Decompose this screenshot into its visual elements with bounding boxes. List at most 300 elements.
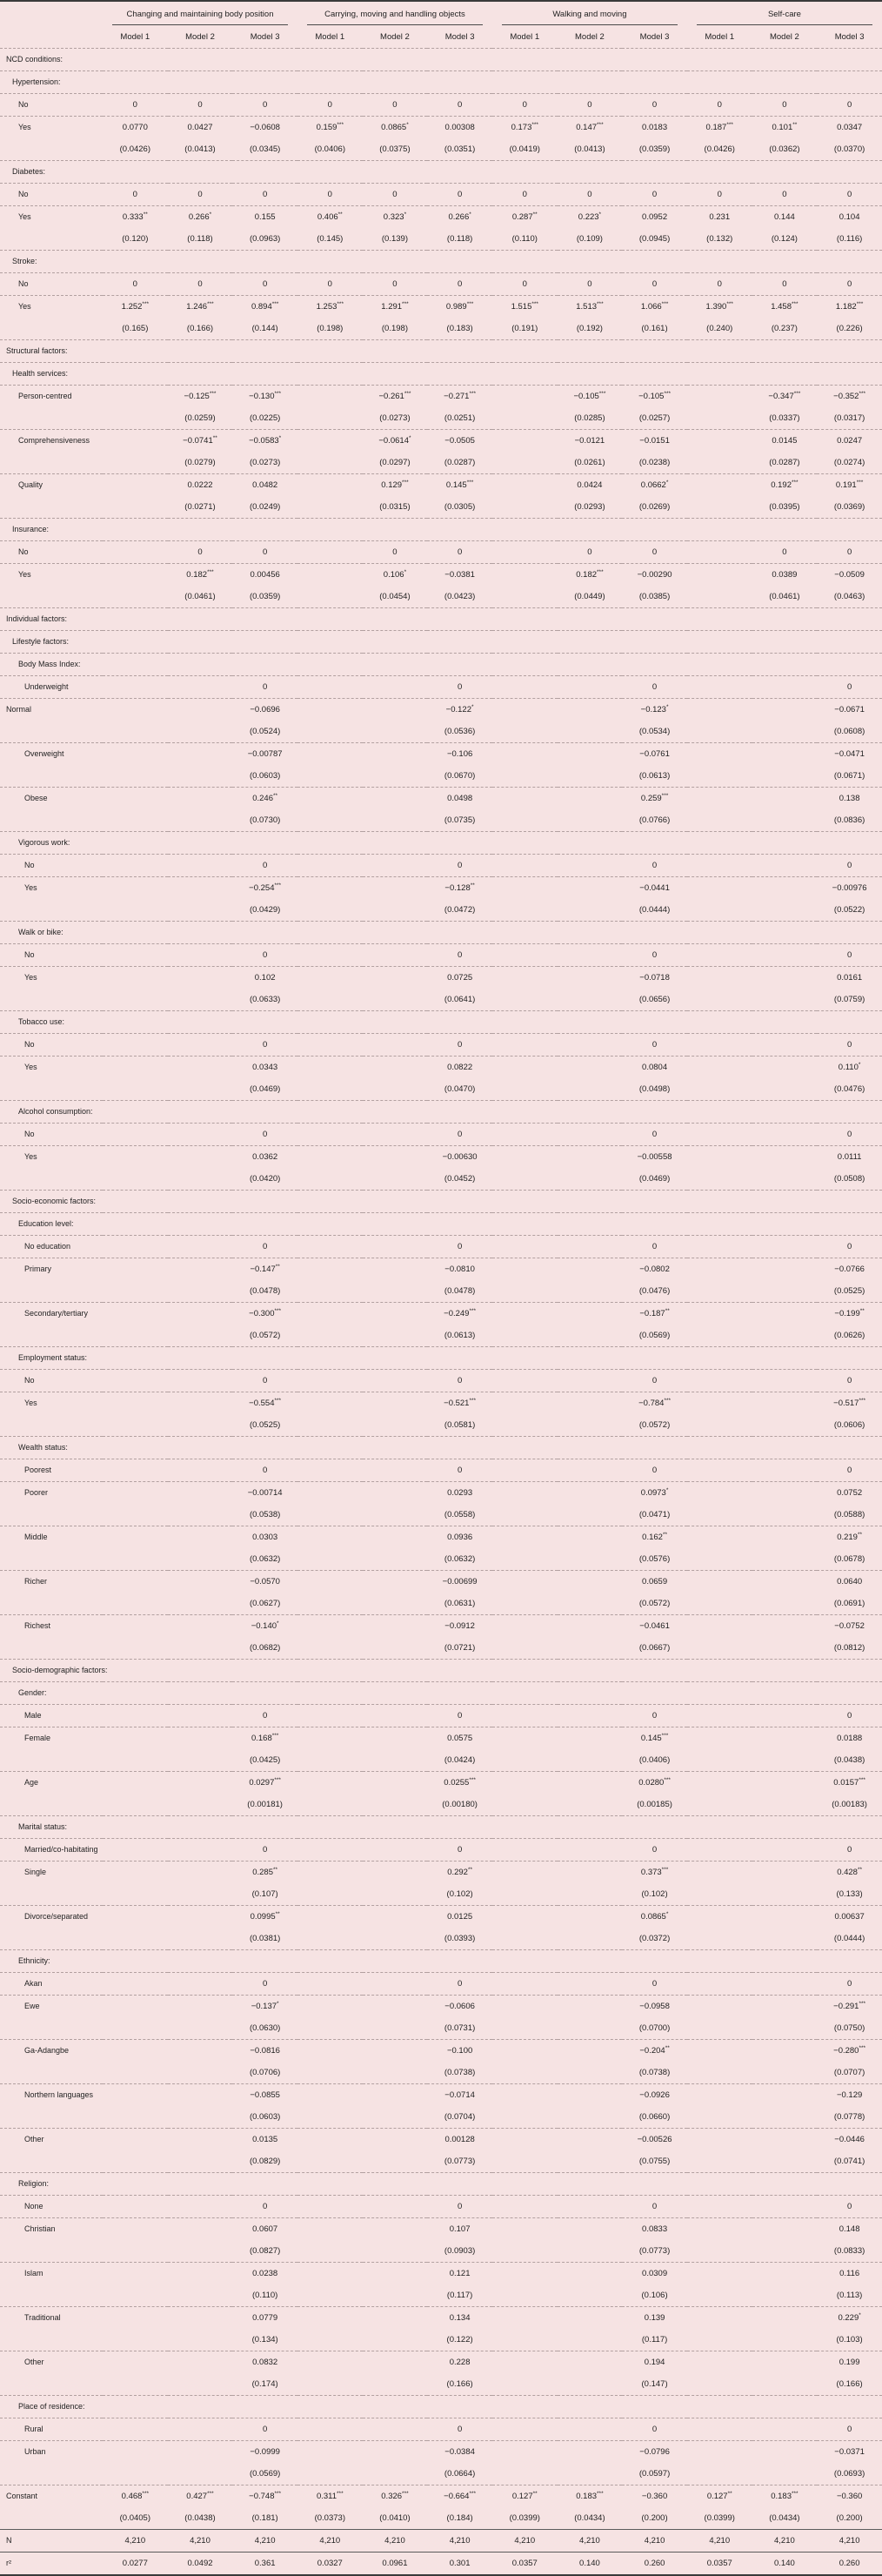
model-header: Model 1 bbox=[510, 31, 540, 42]
value-cell: (0.0305) bbox=[444, 501, 476, 512]
value-cell bbox=[103, 989, 168, 1011]
value-cell bbox=[492, 2039, 558, 2062]
value-cell: (0.0704) bbox=[444, 2111, 476, 2122]
value-cell bbox=[297, 966, 363, 989]
value-cell bbox=[297, 1815, 363, 1838]
value-cell bbox=[103, 2262, 168, 2284]
value-cell bbox=[492, 1369, 558, 1392]
value-cell bbox=[297, 1526, 363, 1548]
value-cell bbox=[492, 429, 558, 452]
value-cell: 0.107 bbox=[427, 2217, 492, 2240]
value-cell bbox=[558, 1838, 623, 1861]
row-label: No bbox=[0, 854, 103, 876]
value-cell bbox=[687, 540, 752, 563]
value-cell bbox=[492, 1414, 558, 1437]
value-cell bbox=[103, 2039, 168, 2062]
value-cell bbox=[297, 1280, 363, 1303]
row-label: Age bbox=[0, 1771, 103, 1794]
value-cell: (0.0700) bbox=[638, 2023, 671, 2033]
significance-stars: * bbox=[665, 479, 669, 486]
value-cell bbox=[558, 1526, 623, 1548]
value-cell bbox=[103, 1010, 168, 1033]
value-cell: (0.0741) bbox=[833, 2156, 865, 2166]
value-cell: (0.0682) bbox=[249, 1642, 281, 1653]
value-cell bbox=[103, 831, 168, 854]
value-cell bbox=[427, 1100, 492, 1123]
row-label bbox=[0, 1168, 103, 1191]
value-cell bbox=[558, 943, 623, 966]
row-label: Akan bbox=[0, 1972, 103, 1995]
value-cell bbox=[363, 1883, 428, 1906]
value-cell bbox=[817, 607, 882, 630]
value-cell bbox=[687, 586, 752, 608]
value-cell bbox=[687, 1949, 752, 1972]
value-cell bbox=[297, 1392, 363, 1414]
row-label bbox=[0, 1749, 103, 1772]
value-cell bbox=[687, 1168, 752, 1191]
value-cell bbox=[752, 675, 818, 698]
value-cell: (0.0812) bbox=[833, 1642, 865, 1653]
value-cell bbox=[363, 1100, 428, 1123]
value-cell: 0 bbox=[427, 854, 492, 876]
row-label: Marital status: bbox=[0, 1815, 103, 1838]
value-cell bbox=[103, 1369, 168, 1392]
significance-stars: *** bbox=[793, 390, 801, 397]
value-cell: (0.0426) bbox=[704, 144, 735, 154]
se-row bbox=[0, 809, 882, 832]
value-cell bbox=[363, 1123, 428, 1145]
value-cell bbox=[558, 1392, 623, 1414]
value-cell bbox=[297, 1593, 363, 1615]
value-cell bbox=[232, 1681, 297, 1704]
value-cell bbox=[492, 2150, 558, 2173]
value-cell bbox=[492, 630, 558, 653]
significance-stars: *** bbox=[207, 2490, 214, 2497]
value-cell: (0.0399) bbox=[704, 2512, 735, 2523]
significance-stars: * bbox=[858, 1061, 861, 1068]
value-cell bbox=[492, 1794, 558, 1816]
value-cell bbox=[752, 698, 818, 721]
table-row bbox=[0, 1258, 882, 1280]
section-row bbox=[0, 1681, 882, 1704]
value-cell: 0 bbox=[363, 540, 428, 563]
table-row bbox=[0, 2083, 882, 2106]
row-label bbox=[0, 138, 103, 161]
value-cell: (0.0297) bbox=[379, 457, 411, 467]
value-cell bbox=[103, 1548, 168, 1571]
value-cell bbox=[168, 48, 233, 70]
value-cell: 0.0936 bbox=[427, 1526, 492, 1548]
value-cell: 0 bbox=[168, 540, 233, 563]
value-cell bbox=[687, 607, 752, 630]
value-cell bbox=[168, 2351, 233, 2373]
value-cell bbox=[558, 2262, 623, 2284]
value-cell: −0.128** bbox=[427, 876, 492, 899]
significance-stars: *** bbox=[271, 300, 279, 307]
value-cell: (0.0273) bbox=[379, 413, 411, 423]
value-cell: 0 bbox=[427, 1235, 492, 1258]
value-cell bbox=[492, 921, 558, 943]
value-cell bbox=[492, 1815, 558, 1838]
column-group-changing bbox=[103, 1, 297, 25]
value-cell bbox=[363, 989, 428, 1011]
value-cell bbox=[103, 1861, 168, 1883]
value-cell bbox=[558, 1928, 623, 1950]
table-row bbox=[0, 675, 882, 698]
table-row bbox=[0, 1771, 882, 1794]
value-cell: 0.0357 bbox=[687, 2552, 752, 2575]
value-cell bbox=[103, 1704, 168, 1727]
value-cell: (0.0472) bbox=[444, 904, 476, 915]
value-cell: (0.240) bbox=[706, 323, 733, 333]
value-cell: 4,210 bbox=[492, 2529, 558, 2552]
value-cell: 0.333** bbox=[103, 205, 168, 228]
value-cell: 0 bbox=[817, 540, 882, 563]
value-cell bbox=[687, 1681, 752, 1704]
value-cell: 0.260 bbox=[817, 2552, 882, 2575]
value-cell: (0.0603) bbox=[249, 2111, 281, 2122]
value-cell: −0.199** bbox=[817, 1302, 882, 1325]
significance-stars: *** bbox=[661, 792, 669, 799]
value-cell: 0.0640 bbox=[817, 1570, 882, 1593]
value-cell: 0 bbox=[752, 183, 818, 205]
value-cell bbox=[363, 518, 428, 540]
value-cell bbox=[492, 250, 558, 272]
value-cell: 4,210 bbox=[232, 2529, 297, 2552]
value-cell bbox=[363, 48, 428, 70]
value-cell bbox=[103, 1681, 168, 1704]
significance-stars: ** bbox=[337, 211, 343, 218]
value-cell: −0.664*** bbox=[427, 2485, 492, 2507]
value-cell bbox=[492, 1235, 558, 1258]
row-label bbox=[0, 2463, 103, 2485]
value-cell bbox=[817, 1815, 882, 1838]
value-cell bbox=[558, 1078, 623, 1101]
value-cell bbox=[752, 1078, 818, 1101]
row-label bbox=[0, 1593, 103, 1615]
value-cell bbox=[232, 2395, 297, 2418]
value-cell bbox=[297, 407, 363, 430]
value-cell bbox=[558, 1145, 623, 1168]
value-cell bbox=[168, 1727, 233, 1749]
significance-stars: *** bbox=[271, 1732, 279, 1739]
value-cell: 0.229* bbox=[817, 2306, 882, 2329]
value-cell bbox=[558, 2172, 623, 2195]
value-cell: 0.287** bbox=[492, 205, 558, 228]
value-cell bbox=[687, 1123, 752, 1145]
value-cell: 0.259*** bbox=[622, 787, 687, 809]
value-cell: 0.121 bbox=[427, 2262, 492, 2284]
row-label: No bbox=[0, 93, 103, 116]
value-cell bbox=[752, 2039, 818, 2062]
value-cell bbox=[168, 2395, 233, 2418]
se-row bbox=[0, 1883, 882, 1906]
value-cell: 0 bbox=[427, 1704, 492, 1727]
value-cell: 0.0832 bbox=[232, 2351, 297, 2373]
value-cell: 0 bbox=[622, 1704, 687, 1727]
value-cell bbox=[558, 1302, 623, 1325]
value-cell bbox=[558, 1637, 623, 1660]
value-cell: 0 bbox=[622, 854, 687, 876]
value-cell bbox=[363, 765, 428, 788]
value-cell: 0.260 bbox=[622, 2552, 687, 2575]
significance-stars: *** bbox=[661, 300, 669, 307]
value-cell: (0.0576) bbox=[638, 1553, 671, 1564]
value-cell bbox=[558, 1949, 623, 1972]
value-cell bbox=[622, 1659, 687, 1681]
value-cell: (0.0369) bbox=[833, 501, 865, 512]
significance-stars: ** bbox=[662, 1531, 667, 1538]
significance-stars: *** bbox=[274, 2490, 282, 2497]
significance-stars: ** bbox=[665, 1307, 670, 1314]
value-cell: 0 bbox=[232, 1972, 297, 1995]
value-cell: 0 bbox=[232, 2418, 297, 2440]
value-cell bbox=[103, 653, 168, 675]
value-cell bbox=[103, 876, 168, 899]
value-cell bbox=[168, 1078, 233, 1101]
value-cell bbox=[427, 1815, 492, 1838]
value-cell bbox=[687, 563, 752, 586]
value-cell: 0.231 bbox=[687, 205, 752, 228]
value-cell bbox=[427, 653, 492, 675]
value-cell bbox=[558, 787, 623, 809]
value-cell bbox=[297, 1302, 363, 1325]
value-cell bbox=[622, 70, 687, 93]
value-cell: 1.513*** bbox=[558, 295, 623, 318]
value-cell bbox=[232, 1190, 297, 1212]
value-cell bbox=[687, 675, 752, 698]
value-cell: 4,210 bbox=[427, 2529, 492, 2552]
value-cell bbox=[687, 1614, 752, 1637]
row-label bbox=[0, 2150, 103, 2173]
significance-stars: *** bbox=[664, 390, 672, 397]
value-cell bbox=[622, 630, 687, 653]
value-cell: −0.140* bbox=[232, 1614, 297, 1637]
row-label: r² bbox=[0, 2552, 103, 2575]
value-cell: 0 bbox=[817, 1972, 882, 1995]
value-cell: (0.0524) bbox=[249, 726, 281, 736]
value-cell bbox=[492, 1883, 558, 1906]
row-label: Insurance: bbox=[0, 518, 103, 540]
row-label: Health services: bbox=[0, 362, 103, 385]
value-cell bbox=[558, 1570, 623, 1593]
section-row bbox=[0, 1815, 882, 1838]
significance-stars: *** bbox=[859, 390, 866, 397]
row-label: Female bbox=[0, 1727, 103, 1749]
value-cell: (0.0395) bbox=[769, 501, 800, 512]
value-cell bbox=[297, 160, 363, 183]
value-cell bbox=[168, 250, 233, 272]
value-cell: −0.105*** bbox=[558, 385, 623, 407]
model-header: Model 2 bbox=[769, 31, 799, 42]
value-cell: 0 bbox=[232, 1459, 297, 1481]
value-cell bbox=[558, 518, 623, 540]
value-cell bbox=[752, 2195, 818, 2217]
value-cell bbox=[363, 1392, 428, 1414]
significance-stars: *** bbox=[791, 479, 798, 486]
value-cell bbox=[817, 1949, 882, 1972]
value-cell: 0 bbox=[427, 1459, 492, 1481]
row-label: Yes bbox=[0, 205, 103, 228]
value-cell bbox=[558, 1459, 623, 1481]
value-cell bbox=[752, 1168, 818, 1191]
row-label bbox=[0, 1883, 103, 1906]
value-cell: (0.0434) bbox=[769, 2512, 800, 2523]
row-label: Yes bbox=[0, 116, 103, 138]
value-cell bbox=[103, 2062, 168, 2084]
value-cell bbox=[492, 1481, 558, 1504]
row-label: Primary bbox=[0, 1258, 103, 1280]
value-cell bbox=[817, 48, 882, 70]
row-label: Islam bbox=[0, 2262, 103, 2284]
value-cell: −0.249*** bbox=[427, 1302, 492, 1325]
value-cell bbox=[492, 1526, 558, 1548]
value-cell bbox=[103, 1570, 168, 1593]
value-cell bbox=[492, 473, 558, 496]
value-cell bbox=[752, 1123, 818, 1145]
value-cell bbox=[168, 2418, 233, 2440]
value-cell bbox=[492, 1302, 558, 1325]
value-cell: (0.0423) bbox=[444, 591, 476, 601]
value-cell: 0 bbox=[817, 1838, 882, 1861]
value-cell bbox=[232, 1212, 297, 1235]
value-cell: (0.0498) bbox=[638, 1083, 671, 1094]
value-cell bbox=[752, 1771, 818, 1794]
value-cell: −0.0855 bbox=[232, 2083, 297, 2106]
value-cell bbox=[492, 787, 558, 809]
value-cell bbox=[817, 1681, 882, 1704]
value-cell bbox=[817, 630, 882, 653]
table-row bbox=[0, 2418, 882, 2440]
value-cell: 0 bbox=[427, 1838, 492, 1861]
value-cell bbox=[297, 2172, 363, 2195]
row-label: Poorer bbox=[0, 1481, 103, 1504]
value-cell bbox=[558, 2039, 623, 2062]
value-cell: (0.0461) bbox=[769, 591, 800, 601]
significance-stars: *** bbox=[274, 882, 282, 889]
value-cell bbox=[103, 742, 168, 765]
value-cell bbox=[168, 1100, 233, 1123]
value-cell bbox=[558, 160, 623, 183]
value-cell bbox=[363, 1369, 428, 1392]
value-cell bbox=[427, 48, 492, 70]
significance-stars: *** bbox=[274, 1397, 282, 1404]
value-cell bbox=[103, 1883, 168, 1906]
value-cell: (0.226) bbox=[836, 323, 863, 333]
significance-stars: *** bbox=[859, 1397, 866, 1404]
value-cell bbox=[297, 2284, 363, 2307]
row-label bbox=[0, 318, 103, 340]
value-cell bbox=[492, 339, 558, 362]
value-cell bbox=[168, 1369, 233, 1392]
value-cell: (0.0735) bbox=[444, 815, 476, 825]
table-row bbox=[0, 429, 882, 452]
value-cell: 0.183*** bbox=[752, 2485, 818, 2507]
value-cell: 0.292** bbox=[427, 1861, 492, 1883]
row-label: Ewe bbox=[0, 1995, 103, 2017]
section-row bbox=[0, 1010, 882, 1033]
value-cell bbox=[363, 2083, 428, 2106]
value-cell bbox=[103, 1056, 168, 1078]
value-cell bbox=[622, 250, 687, 272]
value-cell bbox=[103, 2463, 168, 2485]
value-cell bbox=[297, 1459, 363, 1481]
value-cell: 0 bbox=[817, 1123, 882, 1145]
value-cell bbox=[232, 1346, 297, 1369]
value-cell: 0.0297*** bbox=[232, 1771, 297, 1794]
value-cell: (0.0434) bbox=[574, 2512, 605, 2523]
value-cell: (0.0827) bbox=[249, 2245, 281, 2256]
value-cell: 0 bbox=[622, 2195, 687, 2217]
se-row bbox=[0, 1414, 882, 1437]
value-cell: (0.0476) bbox=[833, 1083, 865, 1094]
value-cell: 0.301 bbox=[427, 2552, 492, 2575]
value-cell bbox=[492, 698, 558, 721]
value-cell bbox=[103, 1392, 168, 1414]
value-cell bbox=[297, 787, 363, 809]
value-cell: (0.0470) bbox=[444, 1083, 476, 1094]
value-cell: −0.122* bbox=[427, 698, 492, 721]
value-cell bbox=[427, 1190, 492, 1212]
value-cell: (0.0429) bbox=[249, 904, 281, 915]
value-cell bbox=[363, 2306, 428, 2329]
value-cell: 0 bbox=[232, 1704, 297, 1727]
value-cell: 0 bbox=[817, 1369, 882, 1392]
value-cell bbox=[817, 1212, 882, 1235]
value-cell bbox=[297, 339, 363, 362]
value-cell bbox=[752, 787, 818, 809]
value-cell bbox=[297, 1749, 363, 1772]
value-cell bbox=[752, 1861, 818, 1883]
se-row bbox=[0, 1928, 882, 1950]
value-cell: 0 bbox=[232, 183, 297, 205]
value-cell bbox=[622, 653, 687, 675]
value-cell: 0.187*** bbox=[687, 116, 752, 138]
value-cell bbox=[622, 1212, 687, 1235]
row-label: Yes bbox=[0, 295, 103, 318]
value-cell bbox=[168, 1414, 233, 1437]
value-cell bbox=[687, 2195, 752, 2217]
value-cell: 0.0973* bbox=[622, 1481, 687, 1504]
value-cell bbox=[297, 1369, 363, 1392]
value-cell: 0.0492 bbox=[168, 2552, 233, 2575]
value-cell bbox=[687, 831, 752, 854]
value-cell bbox=[297, 1659, 363, 1681]
value-cell: 0 bbox=[427, 943, 492, 966]
value-cell bbox=[752, 1258, 818, 1280]
row-label: No bbox=[0, 272, 103, 295]
value-cell: (0.120) bbox=[122, 233, 149, 244]
value-cell bbox=[363, 1905, 428, 1928]
value-cell bbox=[103, 1145, 168, 1168]
value-cell bbox=[687, 2039, 752, 2062]
value-cell bbox=[687, 1704, 752, 1727]
value-cell: −0.554*** bbox=[232, 1392, 297, 1414]
row-label bbox=[0, 496, 103, 519]
significance-stars: *** bbox=[597, 568, 604, 575]
value-cell bbox=[687, 1258, 752, 1280]
value-cell: 0 bbox=[232, 1369, 297, 1392]
model-header: Model 3 bbox=[444, 31, 475, 42]
value-cell bbox=[168, 1704, 233, 1727]
se-row bbox=[0, 1593, 882, 1615]
value-cell bbox=[558, 831, 623, 854]
value-cell bbox=[752, 1749, 818, 1772]
value-cell bbox=[363, 1346, 428, 1369]
value-cell: (0.0572) bbox=[249, 1330, 281, 1340]
se-row bbox=[0, 2329, 882, 2351]
value-cell bbox=[558, 765, 623, 788]
